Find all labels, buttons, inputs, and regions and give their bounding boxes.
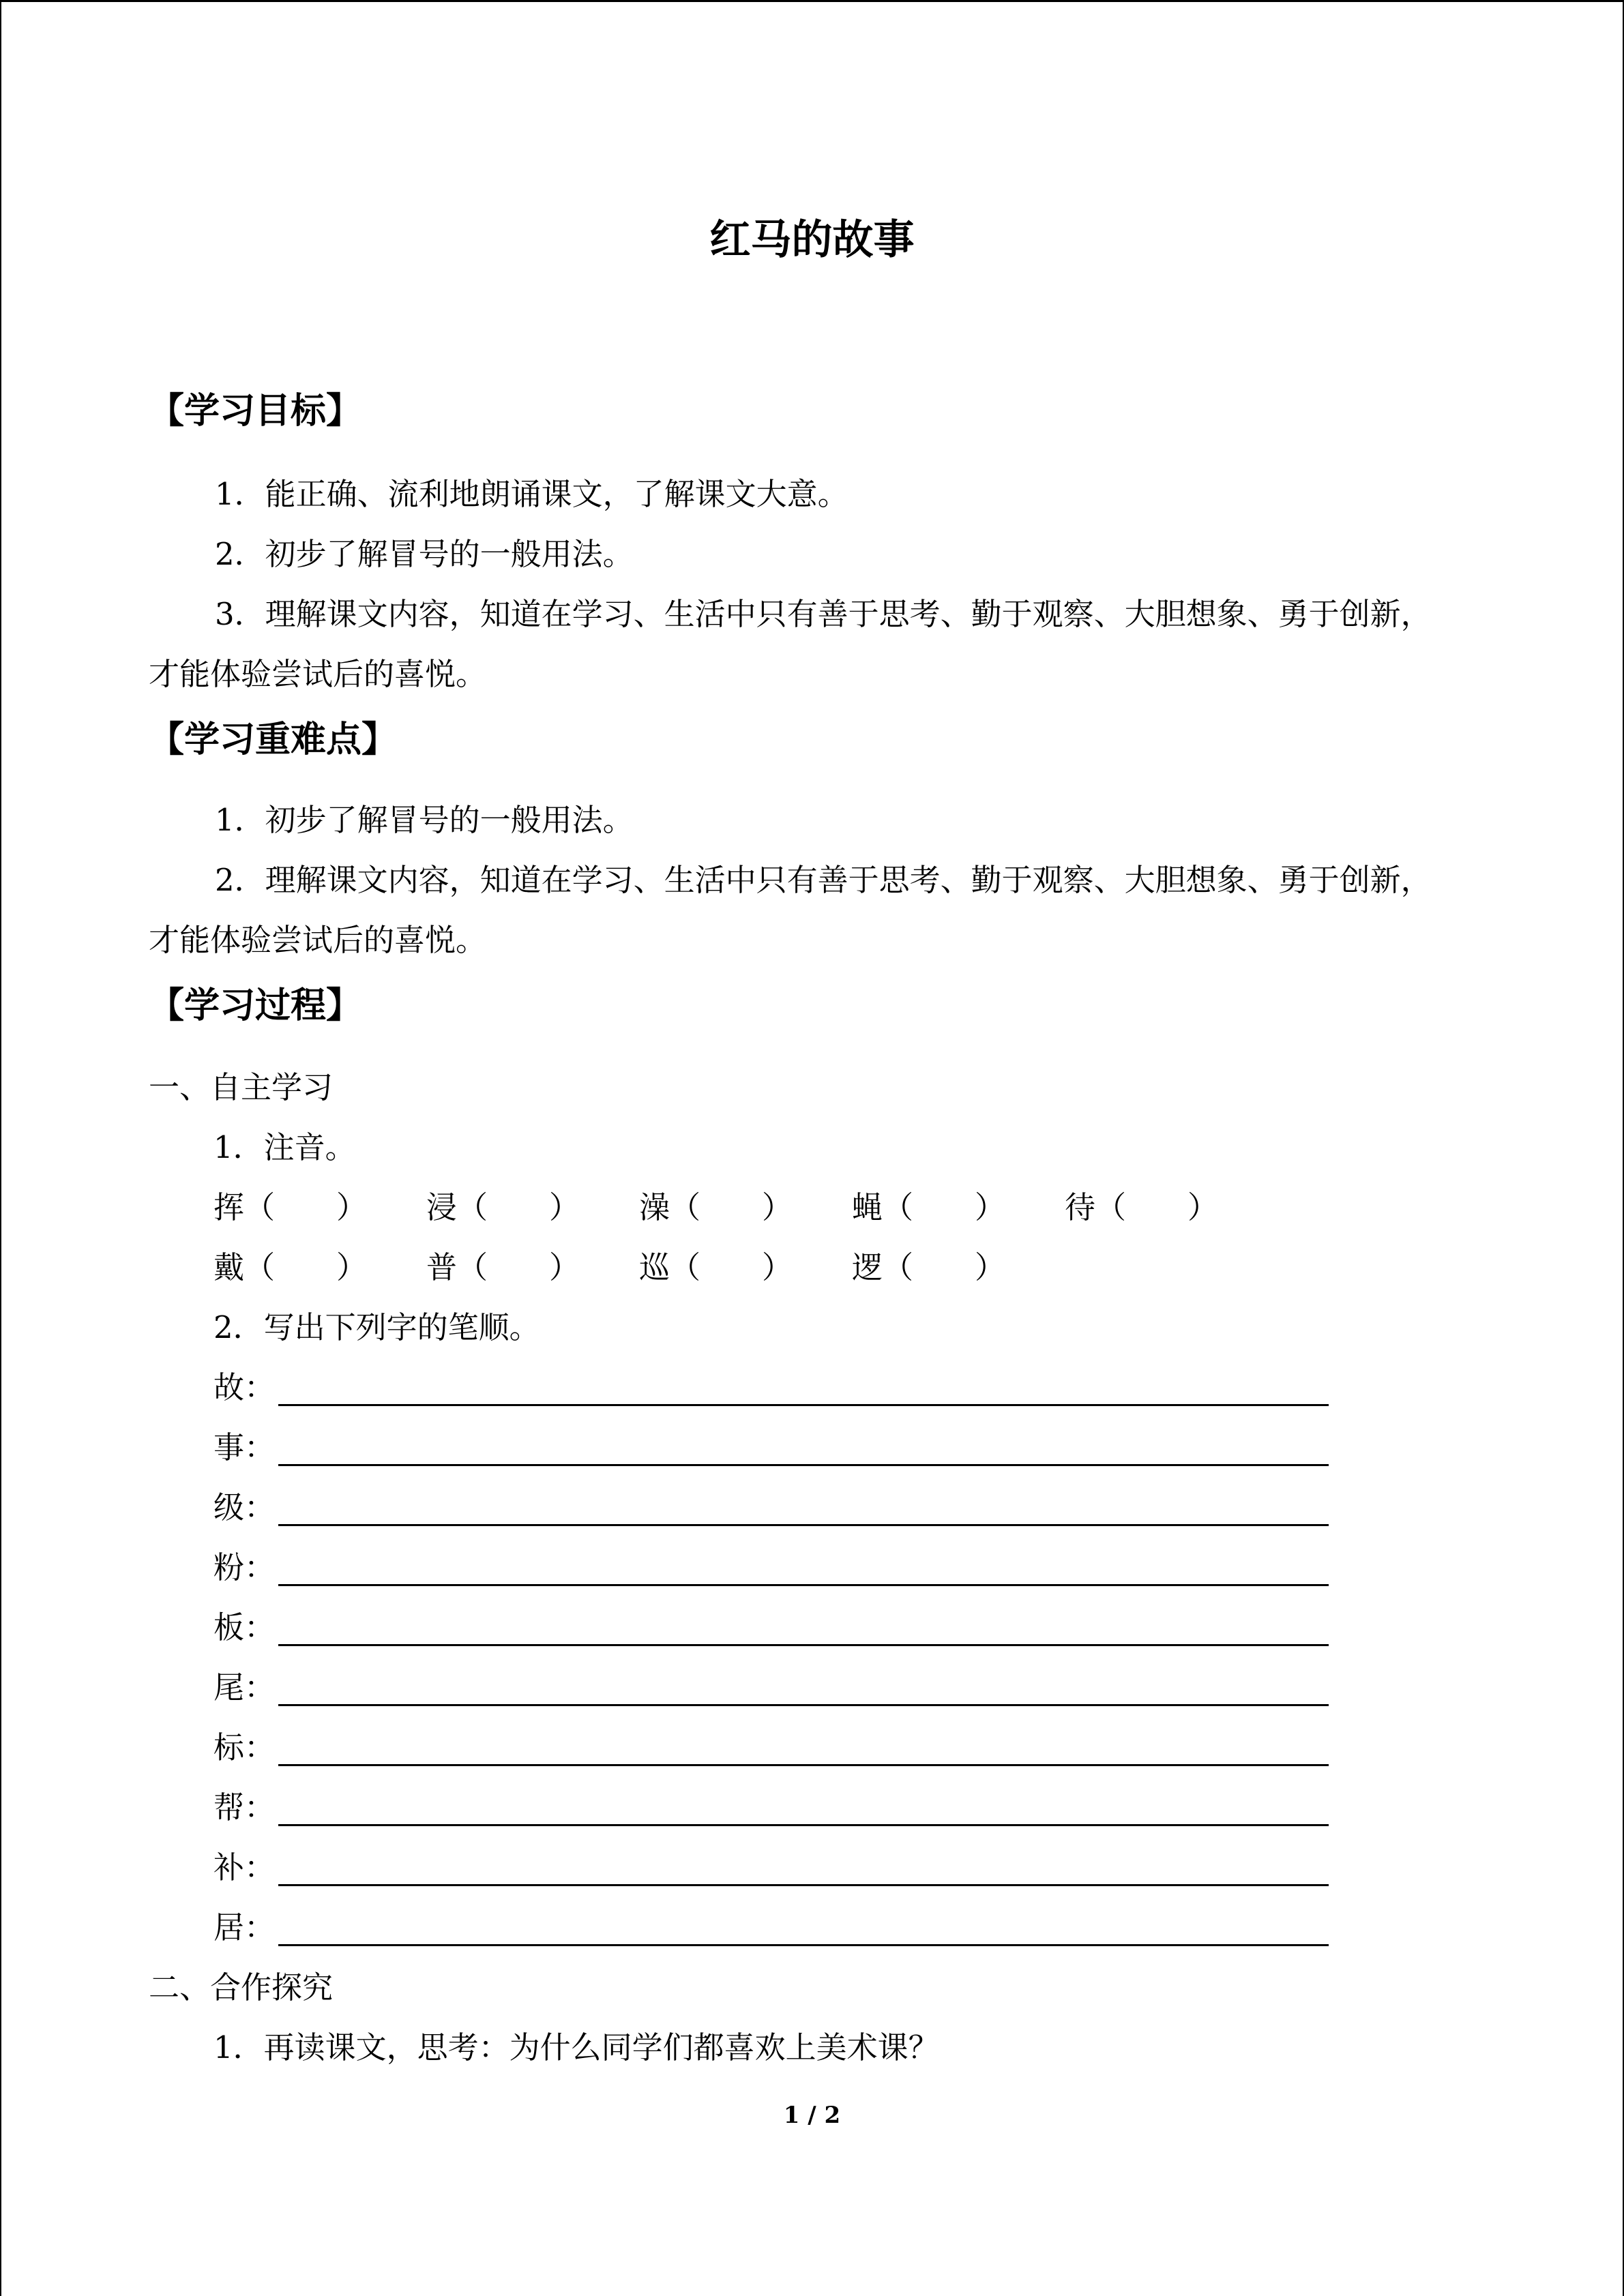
part2-label: 二、合作探究 bbox=[149, 1969, 334, 2006]
stroke-answer-line bbox=[278, 1584, 1329, 1586]
stroke-answer-line bbox=[278, 1644, 1329, 1646]
stroke-char-label: 故： bbox=[213, 1369, 276, 1405]
key-point-item-1: 1．初步了解冒号的一般用法。 bbox=[215, 802, 634, 838]
stroke-blank-row bbox=[213, 1907, 1329, 1948]
q2-stroke-prompt: 2．写出下列字的笔顺。 bbox=[213, 1309, 540, 1345]
stroke-char-label: 居： bbox=[213, 1909, 276, 1945]
heading-key-points: 【学习重难点】 bbox=[149, 719, 398, 760]
goal-item-1: 1．能正确、流利地朗诵课文，了解课文大意。 bbox=[215, 476, 848, 512]
goal-item-3: 3．理解课文内容，知道在学习、生活中只有善于思考、勤于观察、大胆想象、勇于创新，才能体验尝试后的喜悦。 bbox=[149, 596, 1432, 692]
stroke-blank-row bbox=[213, 1487, 1329, 1528]
stroke-answer-line bbox=[278, 1464, 1329, 1466]
pinyin-item: 澡（ ） bbox=[639, 1189, 793, 1225]
page-border-left bbox=[0, 0, 1, 2296]
stroke-char-label: 级： bbox=[213, 1489, 276, 1525]
stroke-char-label: 粉： bbox=[213, 1549, 276, 1585]
part1-label: 一、自主学习 bbox=[149, 1069, 334, 1105]
stroke-char-label: 帮： bbox=[213, 1789, 276, 1825]
page-border-top bbox=[0, 0, 1624, 2]
pinyin-item: 逻（ ） bbox=[852, 1249, 1006, 1285]
stroke-blank-row bbox=[213, 1427, 1329, 1468]
pinyin-item: 戴（ ） bbox=[213, 1249, 368, 1285]
pinyin-item: 普（ ） bbox=[426, 1249, 580, 1285]
stroke-answer-line bbox=[278, 1404, 1329, 1406]
goal-item-2: 2．初步了解冒号的一般用法。 bbox=[215, 536, 634, 572]
stroke-answer-line bbox=[278, 1884, 1329, 1886]
pinyin-item: 蝇（ ） bbox=[852, 1189, 1006, 1225]
stroke-blank-row bbox=[213, 1787, 1329, 1828]
stroke-blank-row bbox=[213, 1607, 1329, 1648]
stroke-char-label: 板： bbox=[213, 1609, 276, 1645]
stroke-blank-row bbox=[213, 1727, 1329, 1768]
stroke-blank-row bbox=[213, 1847, 1329, 1888]
key-point-item-2: 2．理解课文内容，知道在学习、生活中只有善于思考、勤于观察、大胆想象、勇于创新，才能体验尝试后的喜悦。 bbox=[149, 862, 1432, 958]
stroke-char-label: 尾： bbox=[213, 1669, 276, 1705]
stroke-blank-row bbox=[213, 1667, 1329, 1708]
document-title: 红马的故事 bbox=[709, 216, 915, 264]
stroke-blank-row bbox=[213, 1547, 1329, 1588]
heading-process: 【学习过程】 bbox=[149, 985, 362, 1026]
page-number: 1 / 2 bbox=[783, 2102, 841, 2129]
pinyin-item: 挥（ ） bbox=[213, 1189, 368, 1225]
stroke-answer-line bbox=[278, 1764, 1329, 1766]
q1-pinyin-prompt: 1．注音。 bbox=[213, 1129, 356, 1165]
heading-goals: 【学习目标】 bbox=[149, 391, 362, 432]
stroke-answer-line bbox=[278, 1944, 1329, 1946]
stroke-char-label: 补： bbox=[213, 1849, 276, 1885]
pinyin-item: 浸（ ） bbox=[426, 1189, 580, 1225]
stroke-answer-line bbox=[278, 1524, 1329, 1526]
part2-question-1: 1．再读课文，思考：为什么同学们都喜欢上美术课？ bbox=[213, 2029, 939, 2066]
stroke-char-label: 标： bbox=[213, 1729, 276, 1765]
pinyin-item: 待（ ） bbox=[1065, 1189, 1219, 1225]
pinyin-item: 巡（ ） bbox=[639, 1249, 793, 1285]
stroke-answer-line bbox=[278, 1824, 1329, 1826]
stroke-char-label: 事： bbox=[213, 1429, 276, 1465]
stroke-blank-row bbox=[213, 1367, 1329, 1408]
stroke-answer-line bbox=[278, 1704, 1329, 1706]
